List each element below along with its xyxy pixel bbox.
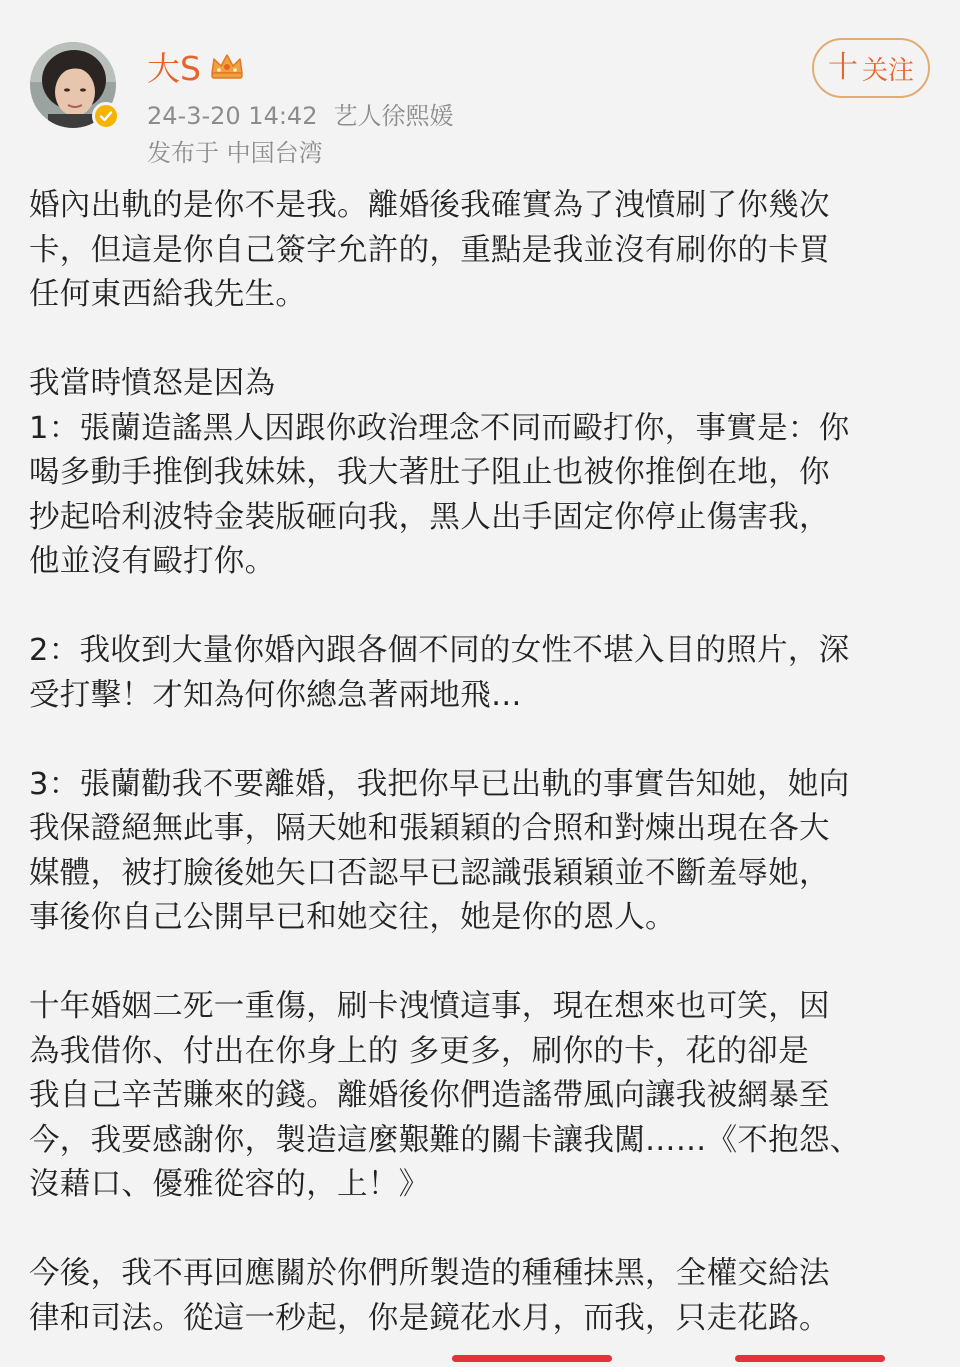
follow-button[interactable] [812,38,930,98]
post-text-line: 我保證絕無此事，隔天她和張穎穎的合照和對煉出現在各大 [29,811,830,846]
author-tag: 艺人徐熙媛 [333,102,454,130]
red-underline-mark [452,1355,612,1362]
red-underline-mark [735,1355,885,1362]
paragraph-gap [29,941,929,986]
post-timestamp: 24-3-20 14:42 [147,102,318,130]
post-location: 发布于 中国台湾 [147,139,323,167]
verified-badge-icon [92,102,120,130]
post-text-line: 1：張蘭造謠黑人因跟你政治理念不同而毆打你，事實是：你 [29,410,850,446]
post-header [0,0,960,175]
plus-icon: 十 [827,50,858,85]
post-text-line: 3：張蘭勸我不要離婚，我把你早已出軌的事實告知她，她向 [29,766,850,802]
post-text-line: 任何東西給我先生。 [29,277,307,312]
post-text-line: 為我借你、付出在你身上的 多更多，刷你的卡，花的卻是 [29,1033,809,1069]
post-text-line: 今後，我不再回應關於你們所製造的種種抹黑，全權交給法 [29,1256,830,1291]
username-row [147,44,245,88]
follow-label: 关注 [861,55,914,86]
post-text-line: 今，我要感謝你，製造這麼艱難的關卡讓我闖……《不抱怨、 [29,1122,861,1158]
post-meta [147,96,453,131]
post-text-line: 律和司法。從這一秒起，你是鏡花水月，而我，只走花路。 [29,1300,830,1336]
post-text-line: 2：我收到大量你婚內跟各個不同的女性不堪入目的照片，深 [29,633,850,668]
post-text-line: 我自己辛苦賺來的錢。離婚後你們造謠帶風向讓我被網暴至 [29,1078,830,1113]
paragraph-gap [29,318,929,363]
post-text-line: 媒體，被打臉後她矢口否認早已認識張穎穎並不斷羞辱她， [29,855,830,891]
post-text-line: 我當時憤怒是因為 [29,366,276,401]
post-text-line: 沒藉口、優雅從容的，上！》 [29,1167,430,1202]
post-body [29,184,929,1341]
post-text-line: 事後你自己公開早已和她交往，她是你的恩人。 [29,900,676,935]
paragraph-gap [29,585,929,630]
post-text-line: 喝多動手推倒我妹妹，我大著肚子阻止也被你推倒在地，你 [29,455,830,490]
post-text-line: 受打擊！才知為何你總急著兩地飛… [29,677,522,713]
post-text-line: 十年婚姻二死一重傷，刷卡洩憤這事，現在想來也可笑，因 [29,989,830,1024]
username[interactable]: 大S [147,48,201,88]
post-text-line: 他並沒有毆打你。 [29,544,276,579]
paragraph-gap [29,1208,929,1253]
post-text-line: 卡，但這是你自己簽字允許的，重點是我並沒有刷你的卡買 [29,232,830,268]
crown-icon [209,51,245,81]
post-text-line: 婚內出軌的是你不是我。離婚後我確實為了洩憤刷了你幾次 [29,188,830,223]
paragraph-gap [29,718,929,763]
post-text-line: 抄起哈利波特金裝版砸向我，黑人出手固定你停止傷害我， [29,499,830,535]
